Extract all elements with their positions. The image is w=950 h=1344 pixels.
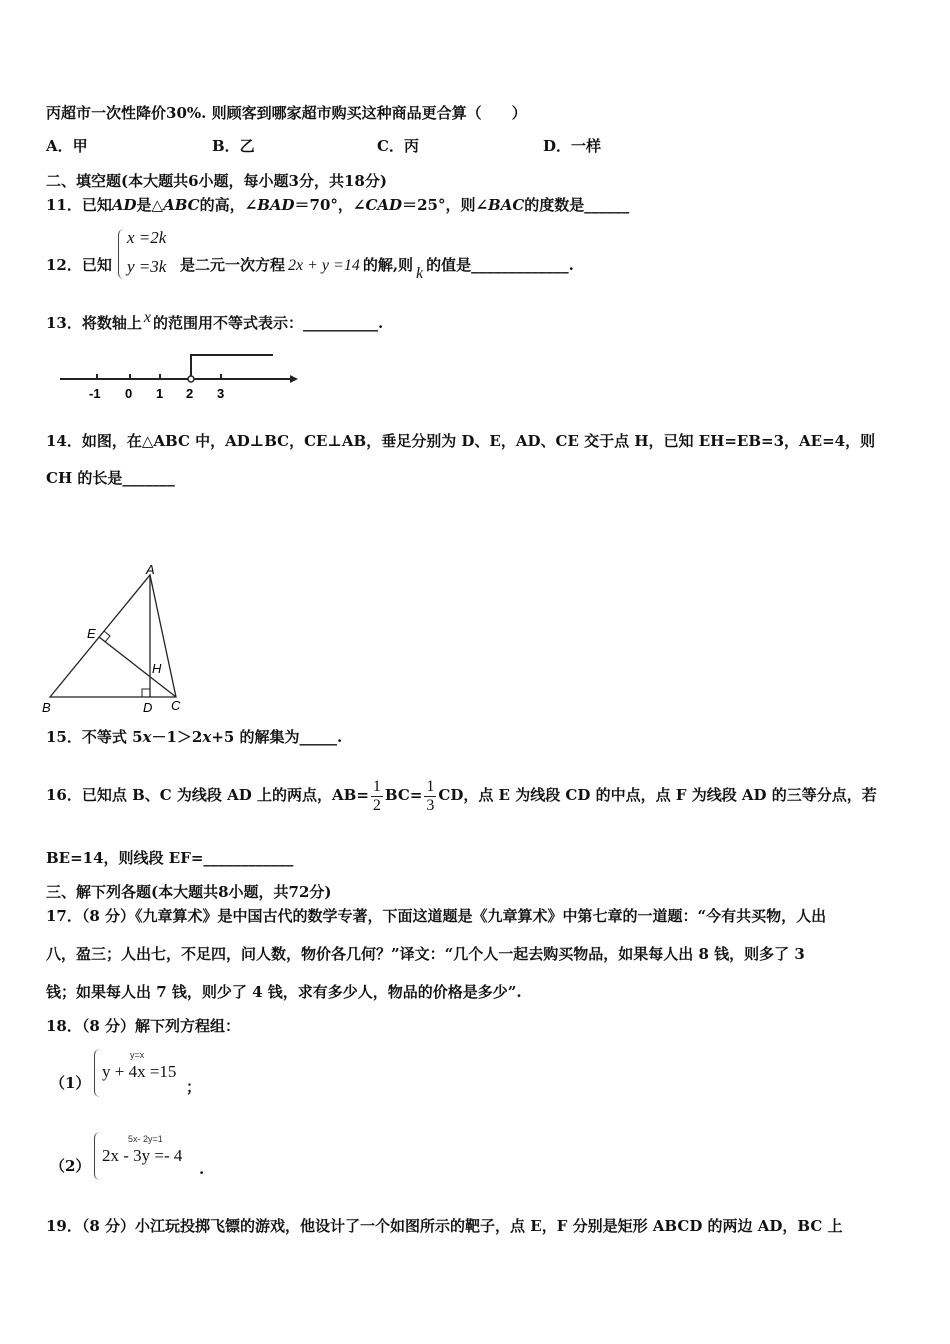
label-h: H (152, 661, 162, 676)
label-a: A (146, 562, 155, 577)
section3-title: 三、解下列各题(本大题共8小题，共72分) (46, 883, 332, 901)
q10-option-b: B．乙 (212, 137, 255, 155)
fraction-third: $\frac{1}{3}$ (426, 777, 435, 814)
q18-part2-brace (94, 1132, 101, 1180)
q10-option-a: A．甲 (46, 137, 88, 155)
q18-part1-label: （1） (50, 1074, 91, 1092)
q15: 15．不等式 5x－1＞2x+5 的解集为_____. (46, 728, 343, 746)
q10-tail: 丙超市一次性降价30%. 则顾客到哪家超市购买这种商品更合算（ ） (46, 104, 527, 122)
altitude-ce (99, 637, 176, 697)
q11: 11．已知AD是△ABC的高，∠BAD＝70°，∠CAD＝25°，则∠BAC的度数是______ (46, 196, 630, 214)
label-2: 2 (186, 386, 194, 401)
q18-title: 18．（8 分）解下列方程组： (46, 1017, 241, 1035)
q18-part2-eq: 2x - 3y =- 4 (102, 1146, 183, 1165)
q10-option-d: D．一样 (543, 137, 602, 155)
q18-part2-eq-top: 5x- 2y=1 (128, 1134, 163, 1144)
q17-line2: 八，盈三；人出七，不足四，问人数，物价各几何？”译文：“几个人一起去购买物品，如果每人出 8 钱，则多了 3 (46, 945, 805, 963)
q16-line1: 16．已知点 B、C 为线段 AD 上的两点，AB= $\frac{1}{2}$ BC= $\frac{1}{3}$ CD，点 E 为线段 CD 的中点，点 F 为线段 AD 的三等分点，若 (46, 777, 877, 814)
q19-line1: 19．（8 分）小江玩投掷飞镖的游戏，他设计了一个如图所示的靶子，点 E，F 分别是矩形 ABCD 的两边 AD，BC 上 (46, 1217, 843, 1235)
number-line-arrow (290, 375, 298, 383)
label-d: D (143, 700, 153, 715)
section2-title: 二、填空题(本大题共6小题，每小题3分，共18分) (46, 172, 387, 190)
fraction-half: $\frac{1}{2}$ (372, 777, 381, 814)
label-minus1: -1 (89, 386, 101, 401)
right-angle-d (142, 689, 150, 697)
q12-eq2: y =3k (127, 257, 167, 276)
q10-option-c: C．丙 (377, 137, 419, 155)
number-line-figure (55, 348, 305, 408)
q18-part1-end: ； (186, 1078, 202, 1096)
q12-brace (118, 229, 125, 279)
label-3: 3 (217, 386, 225, 401)
triangle-abc (50, 575, 176, 697)
q18-part1-eq-top: y=x (130, 1050, 145, 1060)
label-0: 0 (125, 386, 133, 401)
triangle-figure (40, 560, 200, 720)
range-bracket (191, 355, 273, 379)
right-angle-e (104, 631, 110, 642)
label-e: E (87, 626, 96, 641)
q17-line3: 钱；如果每人出 7 钱，则少了 4 钱，求有多少人，物品的价格是多少”. (46, 983, 522, 1001)
label-b: B (42, 700, 51, 715)
q12-eq1: x =2k (127, 228, 167, 247)
q13: 13．将数轴上 x 的范围用不等式表示：__________. (46, 309, 384, 332)
q12-text: 是二元一次方程 2x + y =14 的解,则 k 的值是_____________. (180, 256, 574, 282)
q18-part2-end: . (199, 1160, 205, 1178)
q12-prefix: 12．已知 (46, 256, 112, 274)
q18-part1-brace (94, 1049, 101, 1097)
q18-part1-eq: y + 4x =15 (102, 1062, 177, 1081)
q14-line1: 14．如图，在△ABC 中，AD⊥BC，CE⊥AB，垂足分别为 D、E，AD、CE 交于点 H，已知 EH=EB=3，AE=4，则 (46, 432, 876, 450)
label-1: 1 (156, 386, 164, 401)
q17-line1: 17．（8 分）《九章算术》是中国古代的数学专著，下面这道题是《九章算术》中第七章的一道题：“今有共买物，人出 (46, 907, 827, 925)
q14-line2: CH 的长是_______ (46, 469, 175, 487)
open-endpoint (188, 376, 194, 382)
q18-part2-label: （2） (50, 1157, 91, 1175)
q16-line2: BE=14，则线段 EF=____________ (46, 849, 294, 867)
label-c: C (171, 698, 181, 713)
